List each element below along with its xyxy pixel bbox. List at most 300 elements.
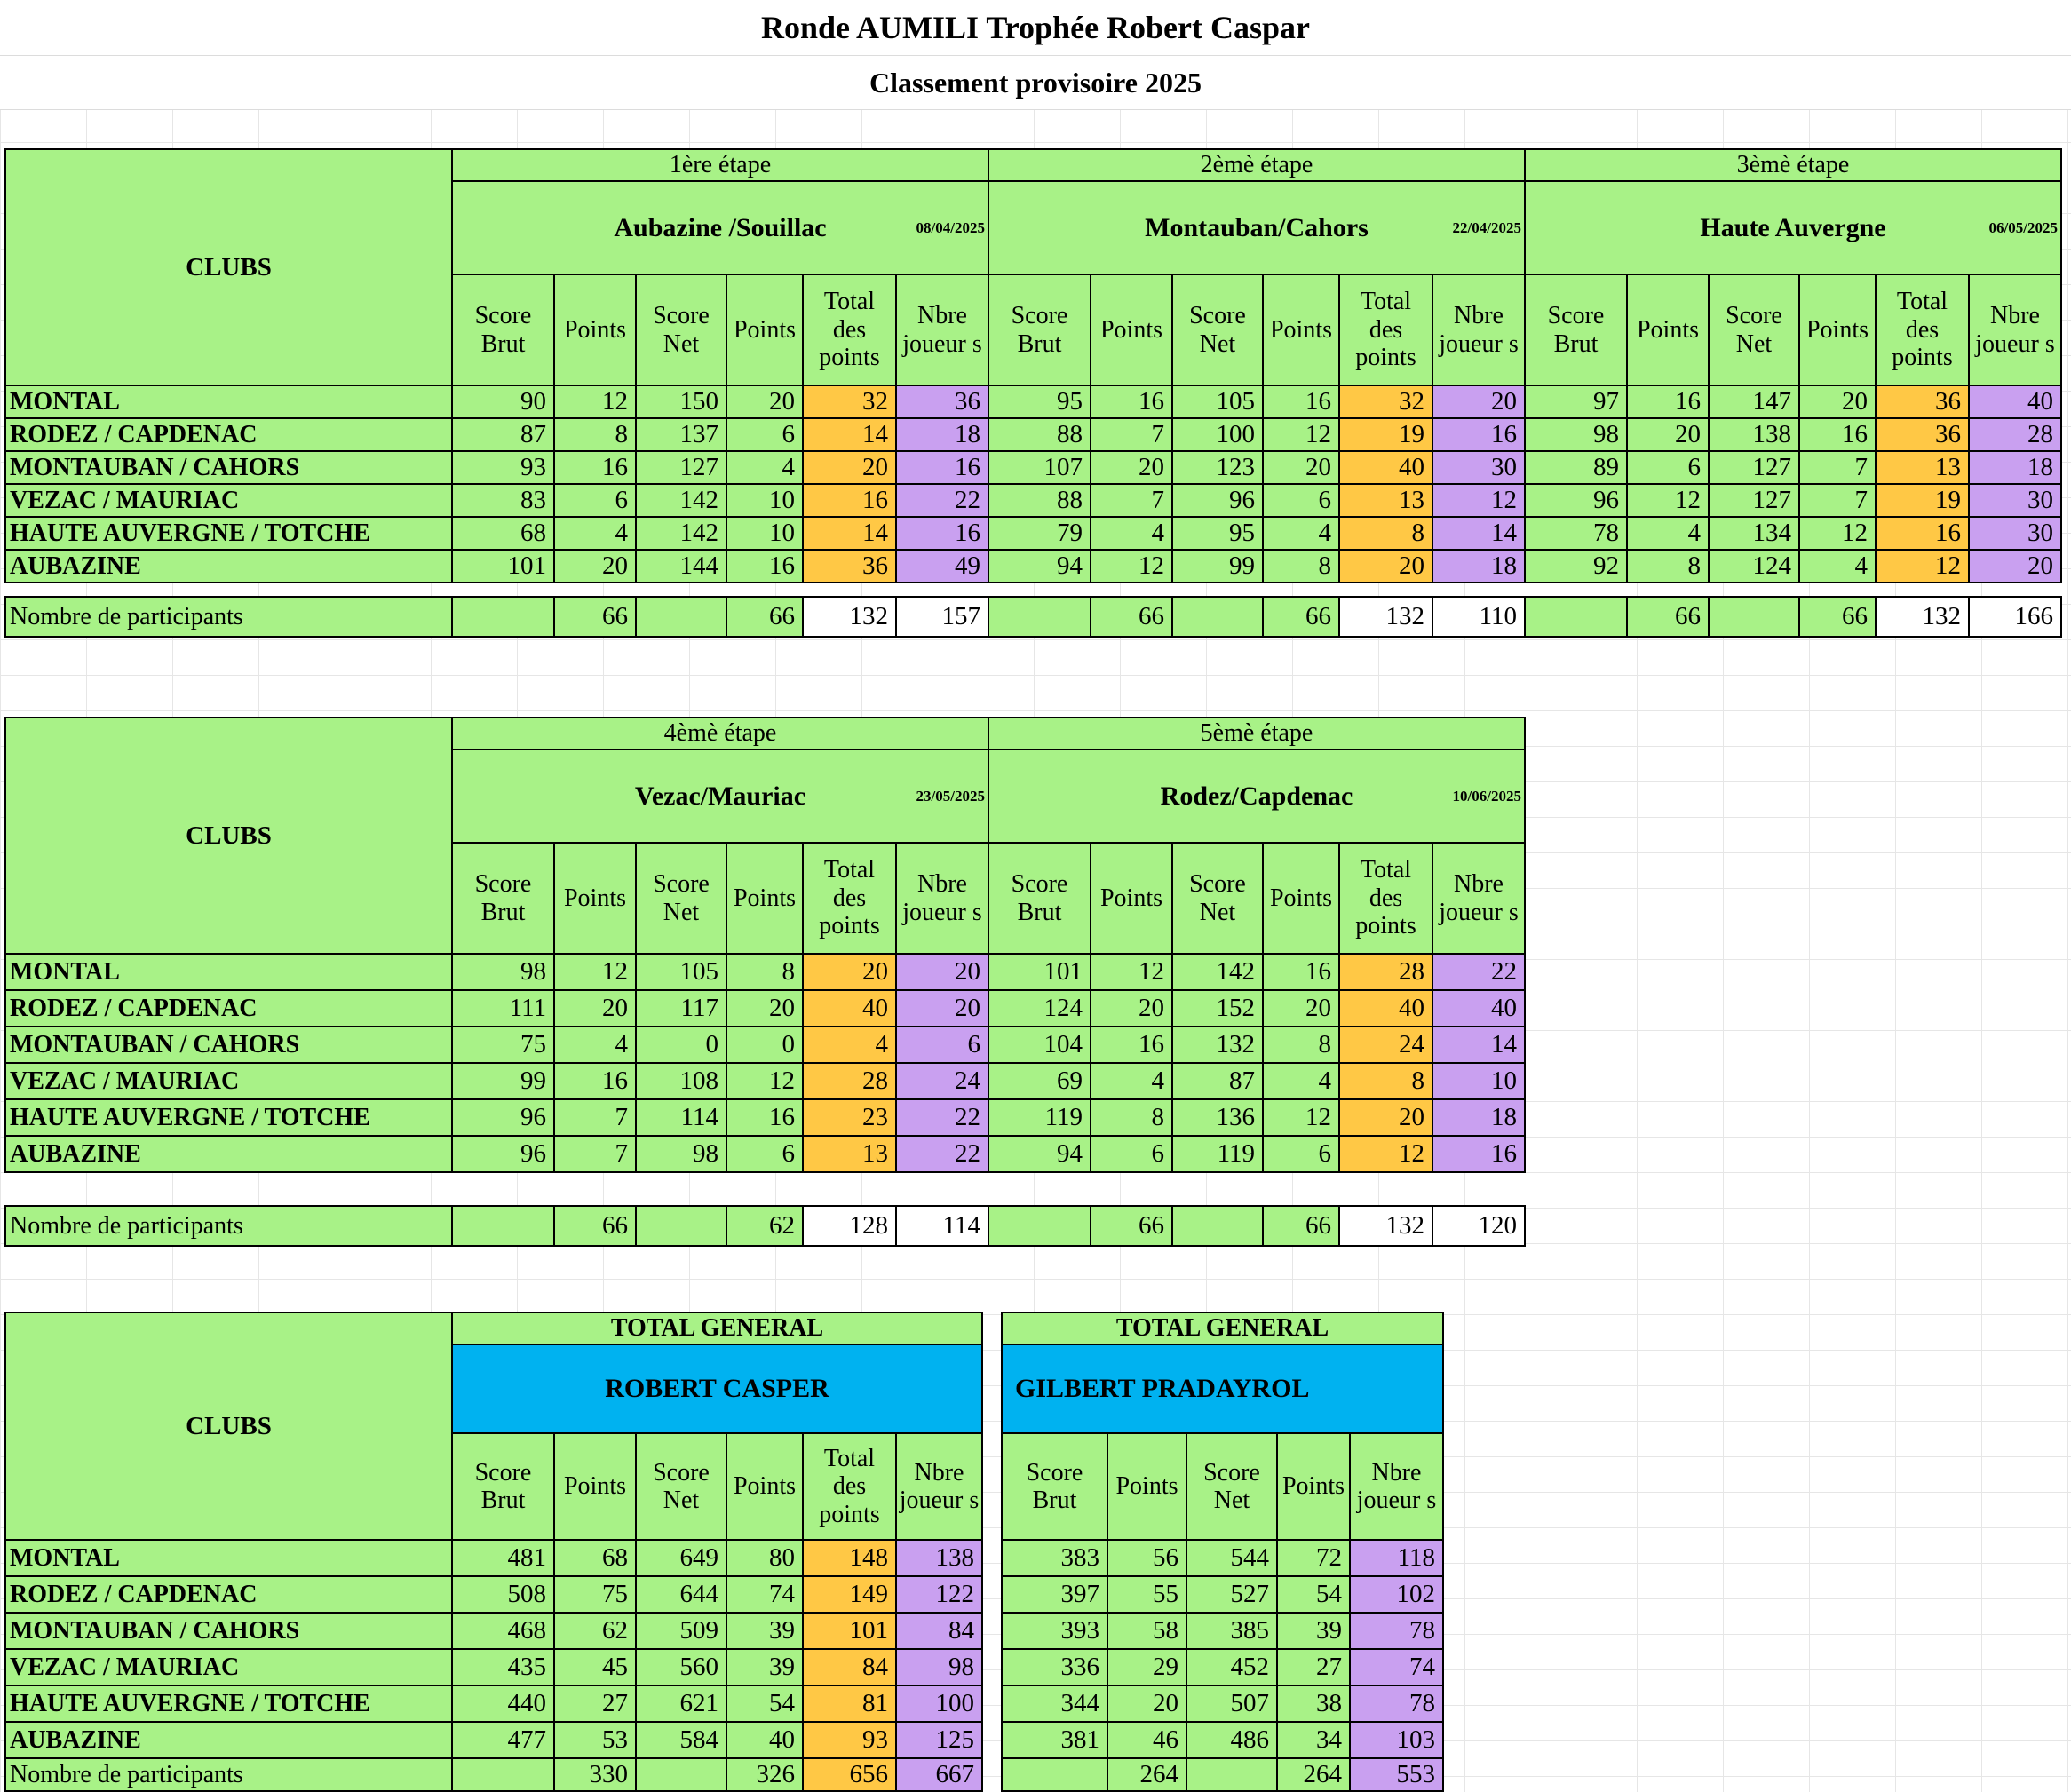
clubs-header: CLUBS [5,1312,452,1540]
value-cell: 98 [896,1649,982,1685]
value-cell: 6 [726,418,803,451]
participants-value-cell: 66 [1627,597,1709,637]
participants-value-cell: 66 [1091,1206,1172,1246]
value-cell: 127 [636,451,726,484]
value-cell: 6 [896,1027,988,1063]
value-cell: 507 [1186,1685,1277,1722]
value-cell: 20 [803,451,896,484]
column-header: Score Net [1172,274,1263,385]
table-row [5,1027,1525,1063]
value-cell: 6 [554,484,636,517]
value-cell: 4 [1263,1063,1339,1099]
column-header: Points [726,843,803,954]
column-header: Total des points [1876,274,1969,385]
column-header: Points [1799,274,1876,385]
value-cell: 24 [896,1063,988,1099]
value-cell: 39 [1277,1613,1350,1649]
value-cell: 55 [1107,1576,1186,1613]
participants-value-cell: 553 [1350,1758,1443,1791]
value-cell: 39 [726,1613,803,1649]
value-cell: 4 [1091,517,1172,550]
value-cell: 81 [803,1685,896,1722]
value-cell: 16 [1091,1027,1172,1063]
value-cell: 30 [1432,451,1525,484]
value-cell: 75 [554,1576,636,1613]
value-cell: 4 [1263,517,1339,550]
stage-date: 23/05/2025 [916,787,985,805]
table-row [5,1099,1525,1136]
table-row [5,1649,982,1685]
participants-value-cell: 110 [1432,597,1525,637]
value-cell: 89 [1525,451,1627,484]
column-header: Score Net [1172,843,1263,954]
value-cell: 20 [1339,550,1432,583]
club-name: HAUTE AUVERGNE / TOTCHE [5,1685,452,1722]
value-cell: 14 [1432,517,1525,550]
value-cell: 336 [1002,1649,1107,1685]
club-name: HAUTE AUVERGNE / TOTCHE [5,1099,452,1136]
value-cell: 344 [1002,1685,1107,1722]
value-cell: 644 [636,1576,726,1613]
trophy-banner: ROBERT CASPER [452,1344,982,1433]
value-cell: 96 [452,1136,554,1172]
value-cell: 8 [726,954,803,990]
value-cell: 7 [1091,484,1172,517]
participants-value-cell: 66 [1091,597,1172,637]
value-cell: 38 [1277,1685,1350,1722]
value-cell: 134 [1709,517,1799,550]
value-cell: 16 [1432,418,1525,451]
value-cell: 30 [1969,517,2061,550]
value-cell: 12 [1339,1136,1432,1172]
total-general-header: TOTAL GENERAL [452,1312,982,1344]
table-row [5,1722,982,1758]
value-cell: 481 [452,1540,554,1576]
value-cell: 23 [803,1099,896,1136]
participants-value-cell: 326 [726,1758,803,1791]
value-cell: 8 [554,418,636,451]
value-cell: 12 [726,1063,803,1099]
value-cell: 16 [1432,1136,1525,1172]
value-cell: 68 [452,517,554,550]
club-name: RODEZ / CAPDENAC [5,1576,452,1613]
value-cell: 12 [1263,1099,1339,1136]
value-cell: 36 [1876,385,1969,418]
value-cell: 88 [988,484,1091,517]
value-cell: 93 [803,1722,896,1758]
value-cell: 468 [452,1613,554,1649]
value-cell: 137 [636,418,726,451]
value-cell: 92 [1525,550,1627,583]
table-row [5,451,2061,484]
table-row [1002,1540,1443,1576]
table-row [5,418,2061,451]
value-cell: 32 [803,385,896,418]
value-cell: 4 [1799,550,1876,583]
stage-header: 5èmè étape [988,718,1525,749]
value-cell: 18 [1432,1099,1525,1136]
value-cell: 100 [1172,418,1263,451]
value-cell: 13 [1339,484,1432,517]
value-cell: 16 [554,451,636,484]
value-cell: 54 [1277,1576,1350,1613]
column-header: Score Net [636,1433,726,1540]
value-cell: 39 [726,1649,803,1685]
page-title: Ronde AUMILI Trophée Robert Caspar [0,0,2071,56]
value-cell: 34 [1277,1722,1350,1758]
value-cell: 16 [896,451,988,484]
stage-header: 4èmè étape [452,718,988,749]
table-row [1002,1576,1443,1613]
participants-value-cell: 66 [1263,1206,1339,1246]
value-cell: 98 [452,954,554,990]
column-header: Points [1091,274,1172,385]
value-cell: 58 [1107,1613,1186,1649]
value-cell: 98 [636,1136,726,1172]
value-cell: 99 [452,1063,554,1099]
value-cell: 381 [1002,1722,1107,1758]
participants-value-cell [636,1758,726,1791]
value-cell: 93 [452,451,554,484]
participants-value-cell [988,597,1091,637]
table-row [5,1136,1525,1172]
club-name: VEZAC / MAURIAC [5,1649,452,1685]
club-name: MONTAL [5,954,452,990]
value-cell: 16 [1799,418,1876,451]
column-header: Points [1263,843,1339,954]
participants-value-cell: 128 [803,1206,896,1246]
value-cell: 16 [803,484,896,517]
value-cell: 97 [1525,385,1627,418]
value-cell: 4 [1091,1063,1172,1099]
value-cell: 6 [1091,1136,1172,1172]
column-header: Score Brut [988,274,1091,385]
value-cell: 20 [1091,990,1172,1027]
value-cell: 117 [636,990,726,1027]
value-cell: 8 [1091,1099,1172,1136]
value-cell: 8 [1263,550,1339,583]
column-header: Score Net [636,843,726,954]
value-cell: 16 [1263,954,1339,990]
value-cell: 0 [726,1027,803,1063]
value-cell: 22 [896,1099,988,1136]
value-cell: 18 [1969,451,2061,484]
club-name: AUBAZINE [5,1722,452,1758]
table-row [5,1063,1525,1099]
value-cell: 397 [1002,1576,1107,1613]
club-name: MONTAUBAN / CAHORS [5,1613,452,1649]
value-cell: 46 [1107,1722,1186,1758]
table-row [1002,1685,1443,1722]
stage-date: 10/06/2025 [1452,787,1521,805]
participants-value-cell: 132 [1339,1206,1432,1246]
club-name: VEZAC / MAURIAC [5,484,452,517]
stage-name-cell [1525,181,2061,274]
club-name: RODEZ / CAPDENAC [5,418,452,451]
value-cell: 78 [1350,1613,1443,1649]
value-cell: 150 [636,385,726,418]
value-cell: 12 [554,954,636,990]
value-cell: 101 [452,550,554,583]
participants-label: Nombre de participants [5,1206,452,1246]
value-cell: 16 [1627,385,1709,418]
value-cell: 88 [988,418,1091,451]
participants-value-cell: 264 [1107,1758,1186,1791]
table-row [5,954,1525,990]
value-cell: 27 [1277,1649,1350,1685]
value-cell: 87 [452,418,554,451]
value-cell: 12 [1432,484,1525,517]
value-cell: 20 [896,990,988,1027]
value-cell: 20 [1339,1099,1432,1136]
value-cell: 144 [636,550,726,583]
value-cell: 10 [726,517,803,550]
value-cell: 108 [636,1063,726,1099]
column-header: Points [1277,1433,1350,1540]
value-cell: 138 [1709,418,1799,451]
value-cell: 12 [1627,484,1709,517]
stage-date: 08/04/2025 [916,218,985,236]
participants-value-cell: 264 [1277,1758,1350,1791]
value-cell: 99 [1172,550,1263,583]
value-cell: 16 [1263,385,1339,418]
column-header: Score Net [1186,1433,1277,1540]
value-cell: 6 [1627,451,1709,484]
value-cell: 19 [1339,418,1432,451]
value-cell: 132 [1172,1027,1263,1063]
value-cell: 104 [988,1027,1091,1063]
participants-value-cell [636,1206,726,1246]
value-cell: 75 [452,1027,554,1063]
clubs-header: CLUBS [5,718,452,954]
value-cell: 6 [1263,484,1339,517]
participants-value-cell [452,597,554,637]
value-cell: 100 [896,1685,982,1722]
stage-name: Vezac/Mauriac [634,781,806,811]
value-cell: 20 [1107,1685,1186,1722]
value-cell: 54 [726,1685,803,1722]
stage-header: 3èmè étape [1525,149,2061,181]
stage-date: 06/05/2025 [1988,218,2058,236]
table-row [1002,1649,1443,1685]
column-header: Points [1627,274,1709,385]
table-row [5,1576,982,1613]
value-cell: 142 [1172,954,1263,990]
total-general-gilbert-pradayrol [1001,1312,1444,1792]
value-cell: 72 [1277,1540,1350,1576]
column-header: Nbre joueur s [896,1433,982,1540]
table-row [5,990,1525,1027]
value-cell: 544 [1186,1540,1277,1576]
value-cell: 6 [1263,1136,1339,1172]
value-cell: 103 [1350,1722,1443,1758]
table-row [1002,1722,1443,1758]
value-cell: 124 [1709,550,1799,583]
value-cell: 383 [1002,1540,1107,1576]
value-cell: 45 [554,1649,636,1685]
participants-value-cell: 62 [726,1206,803,1246]
stage-header: 2èmè étape [988,149,1525,181]
value-cell: 94 [988,1136,1091,1172]
value-cell: 10 [726,484,803,517]
column-header: Points [726,1433,803,1540]
value-cell: 14 [803,517,896,550]
value-cell: 12 [1876,550,1969,583]
column-header: Nbre joueur s [896,274,988,385]
club-name: MONTAUBAN / CAHORS [5,451,452,484]
value-cell: 0 [636,1027,726,1063]
club-name: AUBAZINE [5,550,452,583]
participants-value-cell: 66 [554,597,636,637]
participants-value-cell: 132 [803,597,896,637]
column-header: Nbre joueur s [896,843,988,954]
value-cell: 28 [1969,418,2061,451]
value-cell: 8 [1627,550,1709,583]
column-header: Score Brut [1525,274,1627,385]
column-header: Score Brut [452,843,554,954]
value-cell: 94 [988,550,1091,583]
participants-value-cell: 66 [1799,597,1876,637]
value-cell: 95 [988,385,1091,418]
column-header: Points [554,843,636,954]
value-cell: 385 [1186,1613,1277,1649]
participants-value-cell [636,597,726,637]
value-cell: 28 [1339,954,1432,990]
column-header: Nbre joueur s [1969,274,2061,385]
value-cell: 101 [988,954,1091,990]
value-cell: 74 [1350,1649,1443,1685]
stage-name-cell [452,749,988,843]
value-cell: 142 [636,517,726,550]
column-header: Points [1263,274,1339,385]
stage-header: 1ère étape [452,149,988,181]
value-cell: 114 [636,1099,726,1136]
value-cell: 105 [1172,385,1263,418]
trophy-banner: GILBERT PRADAYROL [1002,1344,1443,1433]
value-cell: 477 [452,1722,554,1758]
value-cell: 96 [452,1099,554,1136]
participants-strip-2 [4,1205,1526,1247]
value-cell: 96 [1525,484,1627,517]
participants-value-cell [1172,1206,1263,1246]
value-cell: 20 [726,990,803,1027]
value-cell: 138 [896,1540,982,1576]
value-cell: 4 [554,517,636,550]
participants-value-cell: 66 [726,597,803,637]
value-cell: 7 [554,1099,636,1136]
value-cell: 84 [803,1649,896,1685]
participants-value-cell: 120 [1432,1206,1525,1246]
column-header: Nbre joueur s [1432,843,1525,954]
column-header: Score Net [1709,274,1799,385]
participants-value-cell: 656 [803,1758,896,1791]
table-row [5,517,2061,550]
value-cell: 80 [726,1540,803,1576]
club-name: VEZAC / MAURIAC [5,1063,452,1099]
column-header: Total des points [803,1433,896,1540]
value-cell: 20 [554,550,636,583]
club-name: HAUTE AUVERGNE / TOTCHE [5,517,452,550]
value-cell: 152 [1172,990,1263,1027]
participants-value-cell [988,1206,1091,1246]
participants-value-cell: 66 [554,1206,636,1246]
value-cell: 79 [988,517,1091,550]
participants-value-cell: 132 [1339,597,1432,637]
value-cell: 124 [988,990,1091,1027]
participants-value-cell [1186,1758,1277,1791]
column-header: Score Brut [1002,1433,1107,1540]
value-cell: 127 [1709,451,1799,484]
value-cell: 22 [896,1136,988,1172]
stage-name-cell [988,749,1525,843]
value-cell: 452 [1186,1649,1277,1685]
value-cell: 508 [452,1576,554,1613]
value-cell: 12 [1091,550,1172,583]
value-cell: 12 [1799,517,1876,550]
value-cell: 584 [636,1722,726,1758]
value-cell: 24 [1339,1027,1432,1063]
value-cell: 8 [1339,1063,1432,1099]
value-cell: 509 [636,1613,726,1649]
value-cell: 148 [803,1540,896,1576]
column-header: Total des points [803,274,896,385]
stage-date: 22/04/2025 [1452,218,1521,236]
stage-name: Aubazine /Souillac [614,212,827,242]
value-cell: 56 [1107,1540,1186,1576]
column-header: Score Brut [452,1433,554,1540]
table-row [1002,1613,1443,1649]
value-cell: 435 [452,1649,554,1685]
stage-name-cell [452,181,988,274]
value-cell: 87 [1172,1063,1263,1099]
value-cell: 84 [896,1613,982,1649]
value-cell: 30 [1969,484,2061,517]
value-cell: 53 [554,1722,636,1758]
value-cell: 649 [636,1540,726,1576]
value-cell: 486 [1186,1722,1277,1758]
column-header: Points [1091,843,1172,954]
column-header: Total des points [1339,843,1432,954]
value-cell: 20 [726,385,803,418]
value-cell: 7 [1091,418,1172,451]
totals-section [4,1312,2071,1792]
table-row [5,1540,982,1576]
club-name: AUBAZINE [5,1136,452,1172]
value-cell: 127 [1709,484,1799,517]
value-cell: 527 [1186,1576,1277,1613]
column-header: Nbre joueur s [1432,274,1525,385]
value-cell: 13 [803,1136,896,1172]
value-cell: 10 [1432,1063,1525,1099]
stage-name-cell [988,181,1525,274]
participants-value-cell [1525,597,1627,637]
participants-value-cell: 667 [896,1758,982,1791]
value-cell: 8 [1263,1027,1339,1063]
value-cell: 125 [896,1722,982,1758]
value-cell: 20 [1432,385,1525,418]
value-cell: 40 [1969,385,2061,418]
value-cell: 560 [636,1649,726,1685]
value-cell: 18 [896,418,988,451]
value-cell: 12 [1263,418,1339,451]
column-header: Points [554,1433,636,1540]
value-cell: 20 [1091,451,1172,484]
club-name: MONTAUBAN / CAHORS [5,1027,452,1063]
value-cell: 12 [1091,954,1172,990]
value-cell: 20 [1263,990,1339,1027]
value-cell: 4 [803,1027,896,1063]
value-cell: 90 [452,385,554,418]
